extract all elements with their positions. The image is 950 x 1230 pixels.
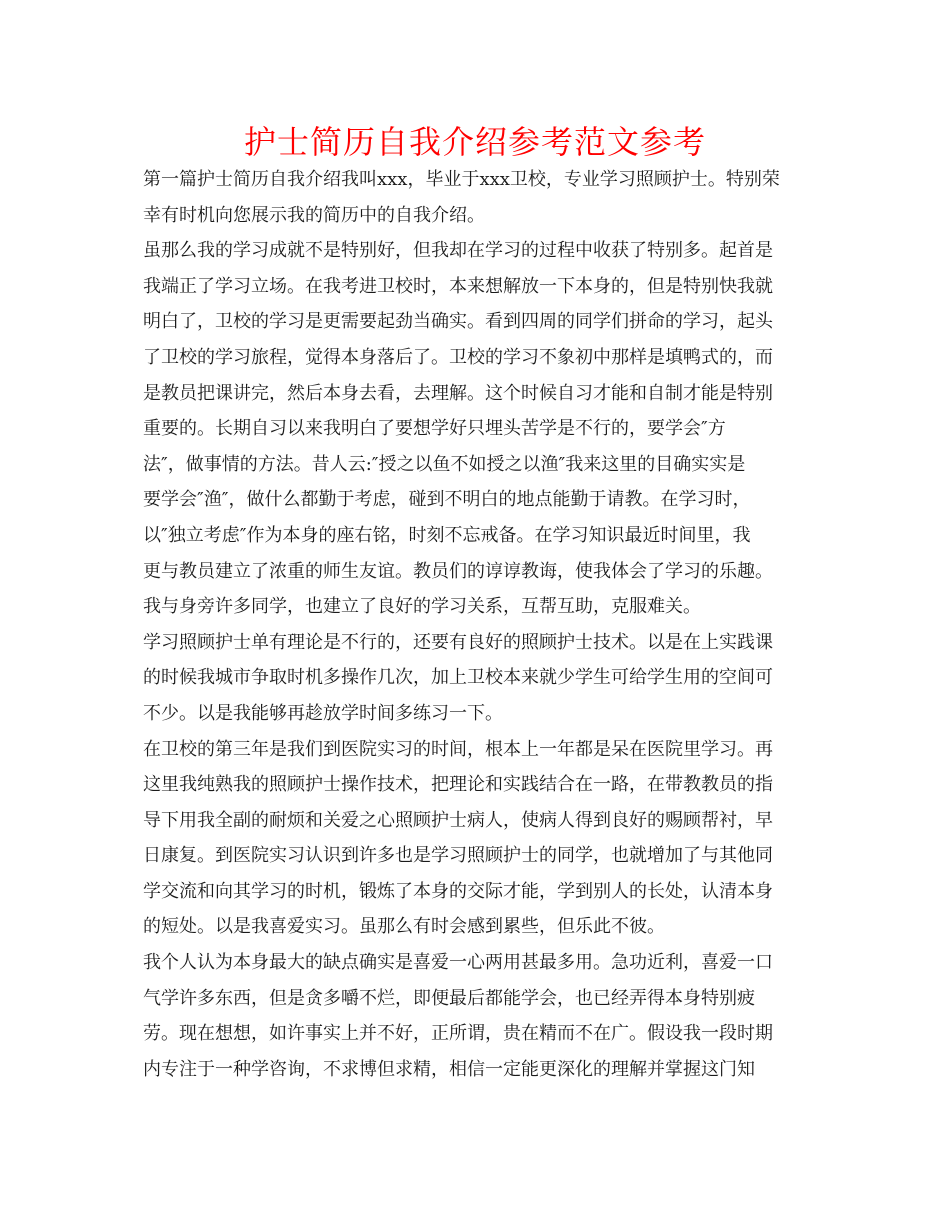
text-line: 的时候我城市争取时机多操作几次，加上卫校本来就少学生可给学生用的空间可 [143, 667, 773, 689]
text-line: 气学许多东西，但是贪多嚼不烂，即便最后都能学会，也已经弄得本身特别疲 [143, 987, 755, 1009]
text-line: 内专注于一种学咨询，不求博但求精，相信一定能更深化的理解并掌握这门知 [143, 1058, 755, 1080]
text-line: 劳。现在想想，如许事实上并不好，正所谓，贵在精而不在广。假设我一段时期 [143, 1023, 773, 1045]
text-line: 虽那么我的学习成就不是特别好，但我却在学习的过程中收获了特别多。起首是 [143, 240, 773, 262]
text-line: 导下用我全副的耐烦和关爱之心照顾护士病人，使病人得到良好的赐顾帮衬，早 [143, 809, 773, 831]
text-line: 了卫校的学习旅程，觉得本身落后了。卫校的学习不象初中那样是填鸭式的，而 [143, 346, 773, 368]
text-line: 在卫校的第三年是我们到医院实习的时间，根本上一年都是呆在医院里学习。再 [143, 738, 773, 760]
document-title: 护士简历自我介绍参考范文参考 [243, 123, 706, 161]
text-line: 重要的。长期自习以来我明白了要想学好只埋头苦学是不行的，要学会″方 [143, 418, 726, 440]
text-line: 我与身旁许多同学，也建立了良好的学习关系，互帮互助，克服难关。 [143, 596, 701, 618]
text-line: 幸有时机向您展示我的简历中的自我介绍。 [143, 204, 485, 226]
text-line: 我端正了学习立场。在我考进卫校时，本来想解放一下本身的，但是特别快我就 [143, 275, 773, 297]
text-line: 这里我纯熟我的照顾护士操作技术，把理论和实践结合在一路，在带教教员的指 [143, 774, 773, 796]
text-line: 我个人认为本身最大的缺点确实是喜爱一心两用甚最多用。急功近利，喜爱一口 [143, 952, 773, 974]
text-line: 是教员把课讲完，然后本身去看，去理解。这个时候自习才能和自制才能是特别 [143, 382, 773, 404]
text-line: 以″独立考虑″作为本身的座右铭，时刻不忘戒备。在学习知识最近时间里，我 [143, 524, 751, 546]
text-line: 明白了，卫校的学习是更需要起劲当确实。看到四周的同学们拼命的学习，起头 [143, 311, 773, 333]
text-line: 要学会″渔″，做什么都勤于考虑，碰到不明白的地点能勤于请教。在学习时， [143, 489, 751, 511]
text-line: 学交流和向其学习的时机，锻炼了本身的交际才能，学到别人的长处，认清本身 [143, 880, 773, 902]
text-line: 第一篇护士简历自我介绍我叫xxx，毕业于xxx卫校，专业学习照顾护士。特别荣 [143, 169, 780, 190]
text-line: 更与教员建立了浓重的师生友谊。教员们的谆谆教诲，使我体会了学习的乐趣。 [143, 560, 773, 582]
text-line: 学习照顾护士单有理论是不行的，还要有良好的照顾护士技术。以是在上实践课 [143, 631, 773, 653]
document-body [143, 162, 803, 1087]
text-line: 法″，做事情的方法。昔人云:″授之以鱼不如授之以渔″我来这里的目确实实是 [143, 453, 746, 475]
text-line: 的短处。以是我喜爱实习。虽那么有时会感到累些，但乐此不彼。 [143, 916, 665, 938]
text-line: 日康复。到医院实习认识到许多也是学习照顾护士的同学，也就增加了与其他同 [143, 845, 773, 867]
text-line: 不少。以是我能够再趁放学时间多练习一下。 [143, 702, 503, 724]
